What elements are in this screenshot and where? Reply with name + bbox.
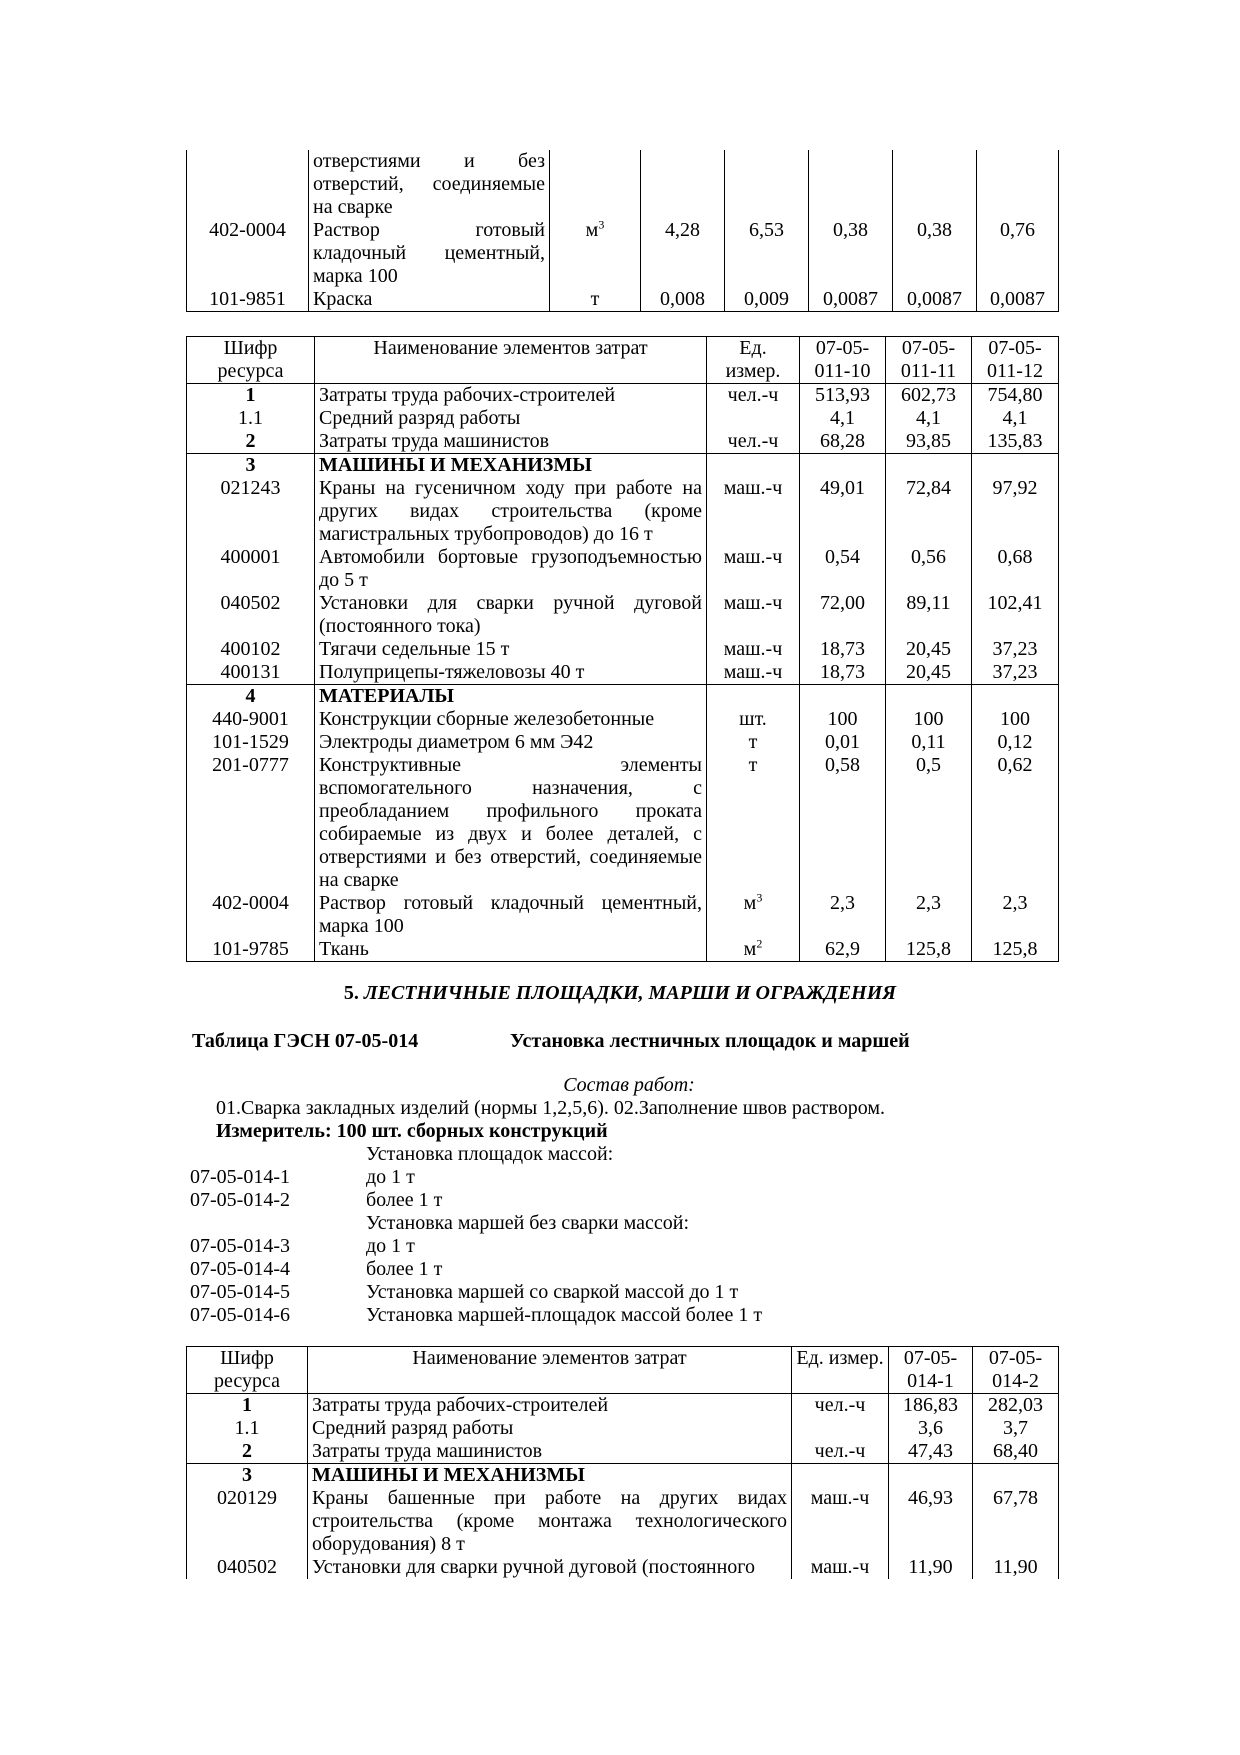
value-cell: 0,009 xyxy=(725,288,809,312)
name-cell: Затраты труда рабочих-строителей xyxy=(315,384,707,408)
norm-code: 07-05-014-5 xyxy=(190,1281,290,1303)
value-cell xyxy=(550,150,641,219)
table-row xyxy=(187,1556,1059,1579)
value-cell: 2,3 xyxy=(886,892,972,938)
norm-code: 07-05-014-3 xyxy=(190,1235,290,1257)
unit-cell: маш.-ч xyxy=(707,661,800,685)
value-cell: 0,5 xyxy=(886,754,972,892)
name-cell: Затраты труда машинистов xyxy=(308,1440,792,1464)
table-row xyxy=(187,638,1059,661)
code-cell: 440-9001 xyxy=(187,708,315,731)
value-cell: 47,43 xyxy=(889,1440,973,1464)
value-cell: 72,84 xyxy=(886,477,972,546)
value-cell: 2,3 xyxy=(800,892,886,938)
table-row xyxy=(187,1394,1059,1418)
meter: Измеритель: 100 шт. сборных конструкций xyxy=(216,1120,608,1142)
composition-text: 01.Сварка закладных изделий (нормы 1,2,5,6). 02.Заполнение швов раствором. xyxy=(216,1097,885,1119)
code-cell: 020129 xyxy=(187,1487,308,1556)
unit-cell: $м^3$ xyxy=(550,219,641,288)
code-cell xyxy=(187,150,309,219)
unit-cell: маш.-ч xyxy=(707,546,800,592)
value-cell: 3,6 xyxy=(889,1417,973,1440)
code-cell: 101-1529 xyxy=(187,731,315,754)
name-cell: Средний разряд работы xyxy=(308,1417,792,1440)
header-code: Шифр ресурса xyxy=(187,1347,308,1394)
name-cell: отверстиями и без отверстий, соединяемые на сварке xyxy=(309,150,550,219)
unit-cell: маш.-ч xyxy=(792,1487,889,1556)
norm-text: до 1 т xyxy=(366,1166,415,1188)
section-row-machines xyxy=(187,454,1059,478)
code-cell: 4 xyxy=(187,685,315,709)
table-row xyxy=(187,546,1059,592)
norm-code: 07-05-014-2 xyxy=(190,1189,290,1211)
empty-cell xyxy=(707,454,800,478)
value-cell: 0,008 xyxy=(641,288,725,312)
header-code: Шифр ресурса xyxy=(187,337,315,384)
code-cell: 1 xyxy=(187,384,315,408)
value-cell: 602,73 xyxy=(886,384,972,408)
section-title-machines: МАШИНЫ И МЕХАНИЗМЫ xyxy=(315,454,707,478)
value-cell: 97,92 xyxy=(972,477,1059,546)
table-row xyxy=(187,430,1059,454)
value-cell: 0,01 xyxy=(800,731,886,754)
value-cell: 67,78 xyxy=(973,1487,1059,1556)
table-row xyxy=(187,592,1059,638)
value-cell: 0,38 xyxy=(809,219,893,288)
value-cell: 4,28 xyxy=(641,219,725,288)
unit-cell: шт. xyxy=(707,708,800,731)
table-row xyxy=(187,384,1059,408)
value-cell: 46,93 xyxy=(889,1487,973,1556)
value-cell: 62,9 xyxy=(800,938,886,962)
unit-cell: чел.-ч xyxy=(707,384,800,408)
value-cell: 6,53 xyxy=(725,219,809,288)
value-cell: 754,80 xyxy=(972,384,1059,408)
header-norm-code: 07-05-014-1 xyxy=(889,1347,973,1394)
unit-cell xyxy=(792,1417,889,1440)
value-cell xyxy=(725,150,809,219)
table-row xyxy=(187,1487,1059,1556)
name-cell: Краны на гусеничном ходу при работе на других видах строительства (кроме магистральных трубопроводов) до 16 т xyxy=(315,477,707,546)
table-row xyxy=(187,150,1059,219)
value-cell: 0,62 xyxy=(972,754,1059,892)
name-cell: Затраты труда рабочих-строителей xyxy=(308,1394,792,1418)
code-cell: 1 xyxy=(187,1394,308,1418)
code-cell: 2 xyxy=(187,430,315,454)
code-cell: 1.1 xyxy=(187,407,315,430)
value-cell: 37,23 xyxy=(972,661,1059,685)
code-cell: 1.1 xyxy=(187,1417,308,1440)
unit-cell: маш.-ч xyxy=(707,592,800,638)
header-name: Наименование элементов затрат xyxy=(308,1347,792,1394)
name-cell: Краны башенные при работе на других видах строительства (кроме монтажа технологического оборудования) 8 т xyxy=(308,1487,792,1556)
value-cell: 0,12 xyxy=(972,731,1059,754)
norm-text: Установка маршей со сваркой массой до 1 т xyxy=(366,1281,739,1303)
norm-item xyxy=(190,1212,890,1235)
empty-cell xyxy=(800,454,886,478)
unit-cell: т xyxy=(707,754,800,892)
value-cell: 0,0087 xyxy=(809,288,893,312)
empty-cell xyxy=(800,685,886,709)
value-cell: 11,90 xyxy=(973,1556,1059,1579)
value-cell: 68,28 xyxy=(800,430,886,454)
norm-item xyxy=(190,1258,890,1281)
section-title-materials: МАТЕРИАЛЫ xyxy=(315,685,707,709)
code-cell: 3 xyxy=(187,454,315,478)
norm-text: Установка маршей без сварки массой: xyxy=(366,1212,690,1234)
name-cell: Средний разряд работы xyxy=(315,407,707,430)
value-cell: 0,38 xyxy=(893,219,977,288)
table-row xyxy=(187,661,1059,685)
unit-cell: т xyxy=(550,288,641,312)
name-cell: Конструкции сборные железобетонные xyxy=(315,708,707,731)
code-cell: 400001 xyxy=(187,546,315,592)
unit-cell: т xyxy=(707,731,800,754)
norm-text: до 1 т xyxy=(366,1235,415,1257)
norm-code: 07-05-014-4 xyxy=(190,1258,290,1280)
value-cell: 125,8 xyxy=(972,938,1059,962)
unit-cell: чел.-ч xyxy=(792,1440,889,1464)
header-norm-code: 07-05-011-11 xyxy=(886,337,972,384)
empty-cell xyxy=(889,1464,973,1488)
code-cell: 101-9851 xyxy=(187,288,309,312)
empty-cell xyxy=(886,685,972,709)
empty-cell xyxy=(972,685,1059,709)
empty-cell xyxy=(972,454,1059,478)
norm-text: Установка площадок массой: xyxy=(366,1143,614,1165)
value-cell: 0,11 xyxy=(886,731,972,754)
resource-table-011 xyxy=(186,336,1059,962)
empty-cell xyxy=(707,685,800,709)
table-row xyxy=(187,477,1059,546)
table-header-row xyxy=(187,1347,1059,1394)
unit-cell: $м^2$ xyxy=(707,938,800,962)
table-row xyxy=(187,892,1059,938)
table-header-row xyxy=(187,337,1059,384)
value-cell xyxy=(641,150,725,219)
value-cell: 125,8 xyxy=(886,938,972,962)
header-unit: Ед. измер. xyxy=(792,1347,889,1394)
value-cell: 4,1 xyxy=(972,407,1059,430)
norm-item xyxy=(190,1304,890,1327)
value-cell xyxy=(977,150,1059,219)
name-cell: Конструктивные элементы вспомогательного назначения, с преобладанием профильного проката собираемые из двух и более деталей, с отверстиями и без отверстий, соединяемые на сварке xyxy=(315,754,707,892)
section-title: ЛЕСТНИЧНЫЕ ПЛОЩАДКИ, МАРШИ И ОГРАЖДЕНИЯ xyxy=(363,982,897,1004)
section-heading xyxy=(0,982,1240,1005)
value-cell: 0,0087 xyxy=(893,288,977,312)
code-cell: 040502 xyxy=(187,592,315,638)
value-cell: 0,0087 xyxy=(977,288,1059,312)
value-cell: 100 xyxy=(972,708,1059,731)
norm-item xyxy=(190,1281,890,1304)
value-cell: 513,93 xyxy=(800,384,886,408)
name-cell: Автомобили бортовые грузоподъемностью до 5 т xyxy=(315,546,707,592)
value-cell: 0,54 xyxy=(800,546,886,592)
value-cell: 0,58 xyxy=(800,754,886,892)
name-cell: Ткань xyxy=(315,938,707,962)
value-cell: 20,45 xyxy=(886,638,972,661)
value-cell: 2,3 xyxy=(972,892,1059,938)
name-cell: Установки для сварки ручной дуговой (постоянного тока) xyxy=(315,592,707,638)
resource-table-014 xyxy=(186,1346,1059,1579)
unit-cell: маш.-ч xyxy=(792,1556,889,1579)
header-name: Наименование элементов затрат xyxy=(315,337,707,384)
value-cell: 135,83 xyxy=(972,430,1059,454)
unit-cell: $м^3$ xyxy=(707,892,800,938)
header-unit: Ед. измер. xyxy=(707,337,800,384)
section-title-machines: МАШИНЫ И МЕХАНИЗМЫ xyxy=(308,1464,792,1488)
value-cell: 11,90 xyxy=(889,1556,973,1579)
name-cell: Тягачи седельные 15 т xyxy=(315,638,707,661)
value-cell: 18,73 xyxy=(800,661,886,685)
norm-item xyxy=(190,1166,890,1189)
top-table-fragment xyxy=(186,150,1059,312)
norm-code: 07-05-014-6 xyxy=(190,1304,290,1326)
norm-item xyxy=(190,1235,890,1258)
value-cell: 100 xyxy=(886,708,972,731)
code-cell: 402-0004 xyxy=(187,892,315,938)
table-row xyxy=(187,1417,1059,1440)
value-cell: 49,01 xyxy=(800,477,886,546)
name-cell: Электроды диаметром 6 мм Э42 xyxy=(315,731,707,754)
norm-item xyxy=(190,1143,890,1166)
norm-text: Установка маршей-площадок массой более 1 т xyxy=(366,1304,763,1326)
value-cell: 186,83 xyxy=(889,1394,973,1418)
code-cell: 040502 xyxy=(187,1556,308,1579)
value-cell: 0,68 xyxy=(972,546,1059,592)
table-row xyxy=(187,754,1059,892)
name-cell: Раствор готовый кладочный цементный, марка 100 xyxy=(315,892,707,938)
unit-cell: чел.-ч xyxy=(792,1394,889,1418)
unit-cell: маш.-ч xyxy=(707,477,800,546)
code-cell: 3 xyxy=(187,1464,308,1488)
value-cell: 0,76 xyxy=(977,219,1059,288)
value-cell xyxy=(893,150,977,219)
table-label: Таблица ГЭСН 07-05-014 xyxy=(192,1030,419,1052)
name-cell: Раствор готовый кладочный цементный, марка 100 xyxy=(309,219,550,288)
table-row xyxy=(187,219,1059,288)
value-cell: 20,45 xyxy=(886,661,972,685)
code-cell: 400131 xyxy=(187,661,315,685)
value-cell: 3,7 xyxy=(973,1417,1059,1440)
value-cell: 102,41 xyxy=(972,592,1059,638)
composition-heading: Состав работ: xyxy=(563,1074,695,1096)
norm-code: 07-05-014-1 xyxy=(190,1166,290,1188)
code-cell: 201-0777 xyxy=(187,754,315,892)
name-cell: Установки для сварки ручной дуговой (постоянного xyxy=(308,1556,792,1579)
name-cell: Полуприцепы-тяжеловозы 40 т xyxy=(315,661,707,685)
unit-cell: маш.-ч xyxy=(707,638,800,661)
code-cell: 2 xyxy=(187,1440,308,1464)
code-cell: 402-0004 xyxy=(187,219,309,288)
value-cell: 282,03 xyxy=(973,1394,1059,1418)
table-row xyxy=(187,288,1059,312)
unit-cell: чел.-ч xyxy=(707,430,800,454)
value-cell: 89,11 xyxy=(886,592,972,638)
norms-list xyxy=(190,1143,890,1327)
code-cell: 021243 xyxy=(187,477,315,546)
norm-item xyxy=(190,1189,890,1212)
value-cell: 4,1 xyxy=(800,407,886,430)
section-number: 5. xyxy=(343,982,359,1004)
table-title: Установка лестничных площадок и маршей xyxy=(510,1030,910,1052)
value-cell: 93,85 xyxy=(886,430,972,454)
value-cell: 18,73 xyxy=(800,638,886,661)
header-norm-code: 07-05-011-10 xyxy=(800,337,886,384)
value-cell: 37,23 xyxy=(972,638,1059,661)
section-row-materials xyxy=(187,685,1059,709)
value-cell: 0,56 xyxy=(886,546,972,592)
empty-cell xyxy=(792,1464,889,1488)
name-cell: Краска xyxy=(309,288,550,312)
value-cell: 4,1 xyxy=(886,407,972,430)
table-row xyxy=(187,938,1059,962)
empty-cell xyxy=(886,454,972,478)
empty-cell xyxy=(973,1464,1059,1488)
header-norm-code: 07-05-011-12 xyxy=(972,337,1059,384)
table-row xyxy=(187,1440,1059,1464)
table-row xyxy=(187,407,1059,430)
norm-text: более 1 т xyxy=(366,1189,443,1211)
header-norm-code: 07-05-014-2 xyxy=(973,1347,1059,1394)
value-cell: 68,40 xyxy=(973,1440,1059,1464)
table-row xyxy=(187,708,1059,731)
value-cell: 72,00 xyxy=(800,592,886,638)
name-cell: Затраты труда машинистов xyxy=(315,430,707,454)
code-cell: 101-9785 xyxy=(187,938,315,962)
value-cell xyxy=(809,150,893,219)
table-row xyxy=(187,731,1059,754)
value-cell: 100 xyxy=(800,708,886,731)
unit-cell xyxy=(707,407,800,430)
section-row-machines xyxy=(187,1464,1059,1488)
norm-text: более 1 т xyxy=(366,1258,443,1280)
code-cell: 400102 xyxy=(187,638,315,661)
